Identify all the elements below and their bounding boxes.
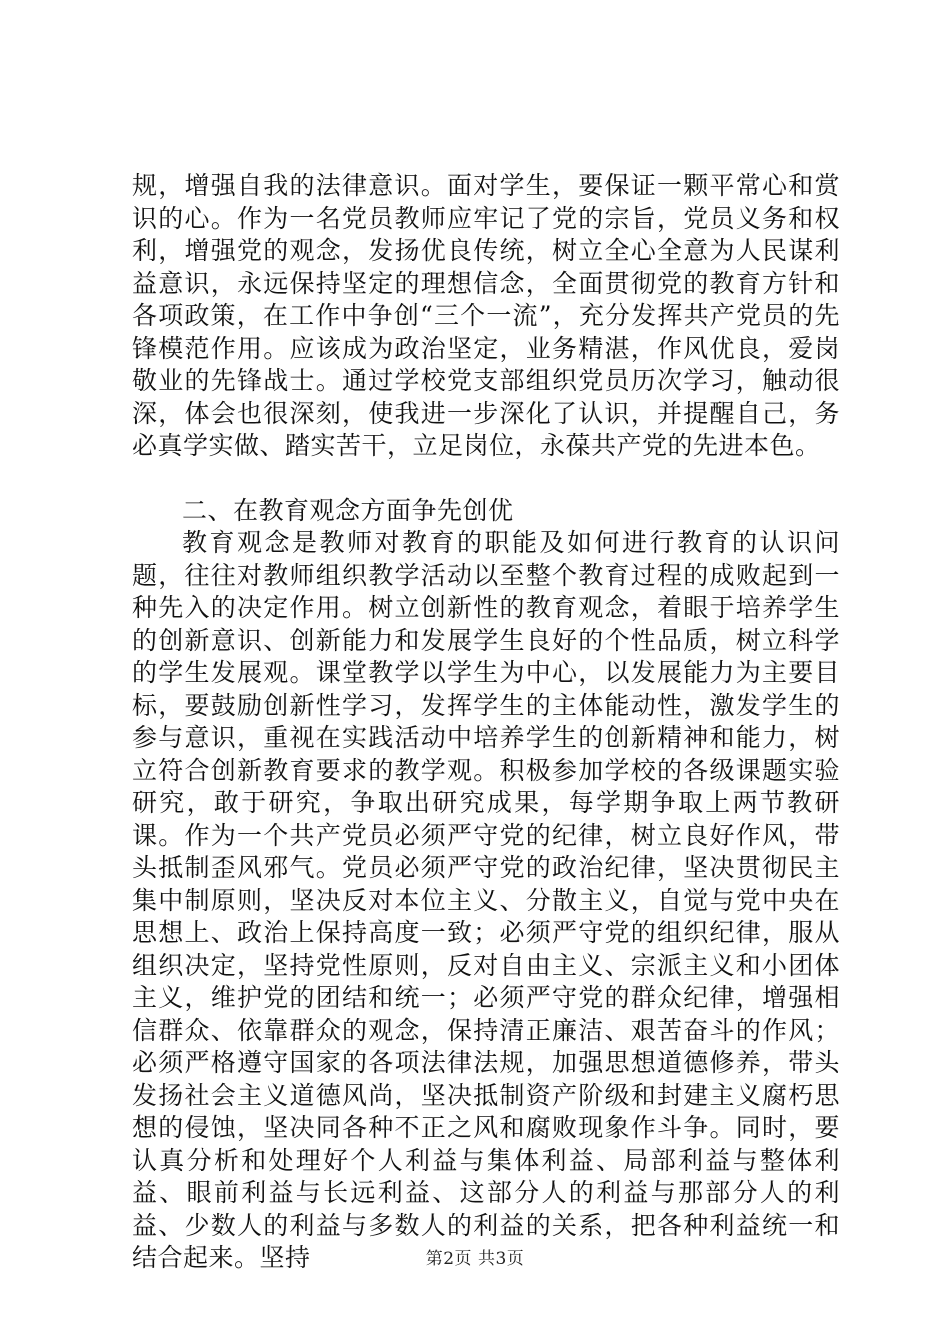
page-footer: 第2页 共3页 (425, 1249, 525, 1269)
paragraph-continuation: 规，增强自我的法律意识。面对学生，要保证一颗平常心和赏识的心。作为一名党员教师应牢记了党的宗旨，党员义务和权利，增强党的观念，发扬优良传统，树立全心全意为人民谋利益意识，永远保持坚定的理想信念，全面贯彻党的教育方针和各项政策，在工作中争创“三个一流”，充分发挥共产党员的先锋模范作用。应该成为政治坚定，业务精湛，作风优良，爱岗敬业的先锋战士。通过学校党支部组织党员历次学习，触动很深，体会也很深刻，使我进一步深化了认识，并提醒自己，务必真学实做、踏实苦干，立足岗位，永葆共产党的先进本色。 (132, 171, 840, 460)
document-body (132, 170, 840, 1275)
section-heading: 二、在教育观念方面争先创优 (182, 495, 514, 525)
paragraph-education-concept: 教育观念是教师对教育的职能及如何进行教育的认识问题，往往对教师组织教学活动以至整个教育过程的成败起到一种先入的决定作用。树立创新性的教育观念，着眼于培养学生的创新意识、创新能力和发展学生良好的个性品质，树立科学的学生发展观。课堂教学以学生为中心，以发展能力为主要目标，要鼓励创新性学习，发挥学生的主体能动性，激发学生的参与意识，重视在实践活动中培养学生的创新精神和能力，树立符合创新教育要求的教学观。积极参加学校的各级课题实验研究，敢于研究，争取出研究成果，每学期争取上两节教研课。作为一个共产党员必须严守党的纪律，树立良好作风，带头抵制歪风邪气。党员必须严守党的政治纪律，坚决贯彻民主集中制原则，坚决反对本位主义、分散主义，自觉与党中央在思想上、政治上保持高度一致；必须严守党的组织纪律，服从组织决定，坚持党性原则，反对自由主义、宗派主义和小团体主义，维护党的团结和统一；必须严守党的群众纪律，增强相信群众、依靠群众的观念，保持清正廉洁、艰苦奋斗的作风；必须严格遵守国家的各项法律法规，加强思想道德修养，带头发扬社会主义道德风尚，坚决抵制资产阶级和封建主义腐朽思想的侵蚀，坚决同各种不正之风和腐败现象作斗争。同时，要认真分析和处理好个人利益与集体利益、局部利益与整体利益、眼前利益与长远利益、这部分人的利益与那部分人的利益、少数人的利益与多数人的利益的关系，把各种利益统一和结合起来。坚持 (132, 528, 840, 1272)
